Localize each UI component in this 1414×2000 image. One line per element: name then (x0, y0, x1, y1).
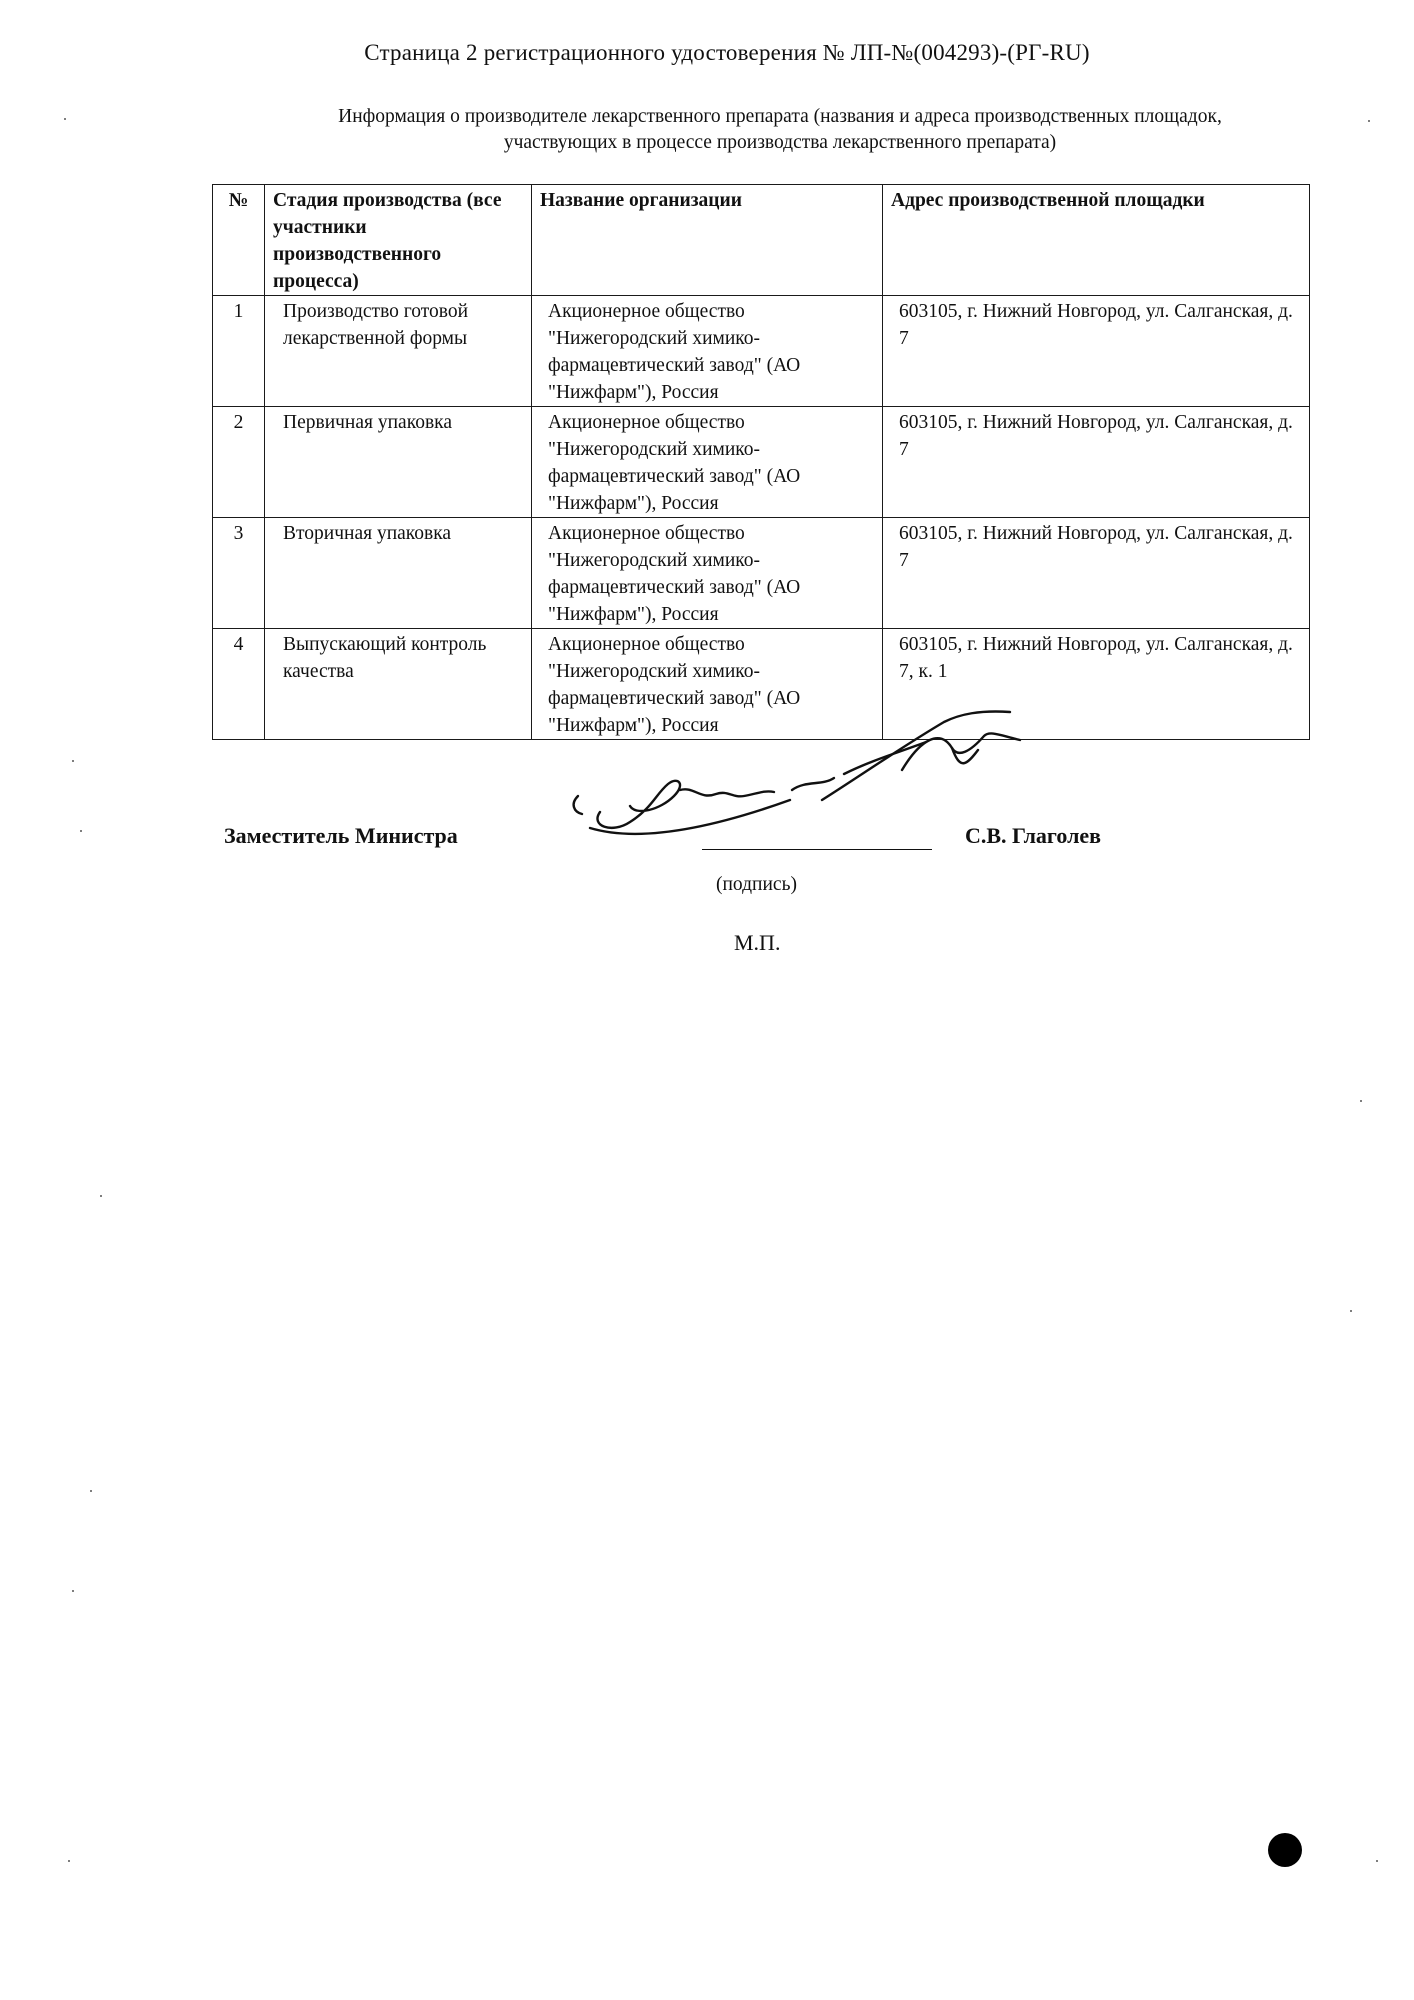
scan-speck (72, 760, 74, 762)
signature-stroke (680, 789, 774, 796)
page-header (0, 40, 1414, 66)
row-address: 603105, г. Нижний Новгород, ул. Салганская, д. 7, к. 1 (883, 629, 1310, 740)
row-number: 2 (213, 407, 265, 518)
signatory-role: Заместитель Министра (224, 823, 458, 848)
row-organization: Акционерное общество "Нижегородский химико-фармацевтический завод" (АО "Нижфарм"), Россия (532, 407, 883, 518)
scan-speck (68, 1860, 70, 1862)
signatory-name: С.В. Глаголев (965, 823, 1102, 848)
signature-stroke (574, 796, 582, 814)
signature-stroke (902, 733, 1020, 770)
header-address: Адрес производственной площадки (883, 185, 1310, 296)
signature-caption: (подпись) (716, 874, 797, 895)
row-number: 3 (213, 518, 265, 629)
scan-speck (64, 118, 66, 120)
scan-speck (1376, 1860, 1378, 1862)
scan-speck (100, 1195, 102, 1197)
scan-speck (72, 1590, 74, 1592)
scan-speck (1368, 120, 1370, 122)
signature-line (702, 849, 932, 850)
intro-text (210, 104, 1350, 156)
row-address: 603105, г. Нижний Новгород, ул. Салганская, д. 7 (883, 407, 1310, 518)
row-number: 4 (213, 629, 265, 740)
page-title: Страница 2 регистрационного удостоверения № ЛП-№(004293)-(РГ-RU) (364, 40, 1090, 65)
scan-speck (1360, 1100, 1362, 1102)
row-number: 1 (213, 296, 265, 407)
manufacturer-table (212, 184, 1310, 740)
signature-stroke (792, 778, 834, 790)
row-address: 603105, г. Нижний Новгород, ул. Салганская, д. 7 (883, 518, 1310, 629)
signature-stroke (597, 781, 680, 828)
row-stage: Производство готовой лекарственной формы (265, 296, 532, 407)
signature-stroke (952, 748, 978, 763)
stamp-placeholder: М.П. (734, 930, 781, 955)
table-row (213, 296, 1310, 407)
intro-line-2: участвующих в процессе производства лекарственного препарата) (503, 132, 1057, 153)
signature-stroke (590, 800, 790, 834)
table-row (213, 407, 1310, 518)
table-row (213, 518, 1310, 629)
row-stage: Первичная упаковка (265, 407, 532, 518)
row-address: 603105, г. Нижний Новгород, ул. Салганская, д. 7 (883, 296, 1310, 407)
row-organization: Акционерное общество "Нижегородский химико-фармацевтический завод" (АО "Нижфарм"), Россия (532, 518, 883, 629)
header-number: № (213, 185, 265, 296)
scan-speck (90, 1490, 92, 1492)
header-organization: Название организации (532, 185, 883, 296)
table-header-row (213, 185, 1310, 296)
scan-speck (80, 830, 82, 832)
header-stage: Стадия производства (все участники производственного процесса) (265, 185, 532, 296)
signature-stroke (822, 711, 1010, 800)
row-organization: Акционерное общество "Нижегородский химико-фармацевтический завод" (АО "Нижфарм"), Россия (532, 629, 883, 740)
scan-speck (1350, 1310, 1352, 1312)
ink-dot (1268, 1833, 1302, 1867)
intro-line-1: Информация о производителе лекарственного препарата (названия и адреса производственных площадок, (338, 106, 1222, 127)
row-stage: Вторичная упаковка (265, 518, 532, 629)
row-stage: Выпускающий контроль качества (265, 629, 532, 740)
row-organization: Акционерное общество "Нижегородский химико-фармацевтический завод" (АО "Нижфарм"), Россия (532, 296, 883, 407)
